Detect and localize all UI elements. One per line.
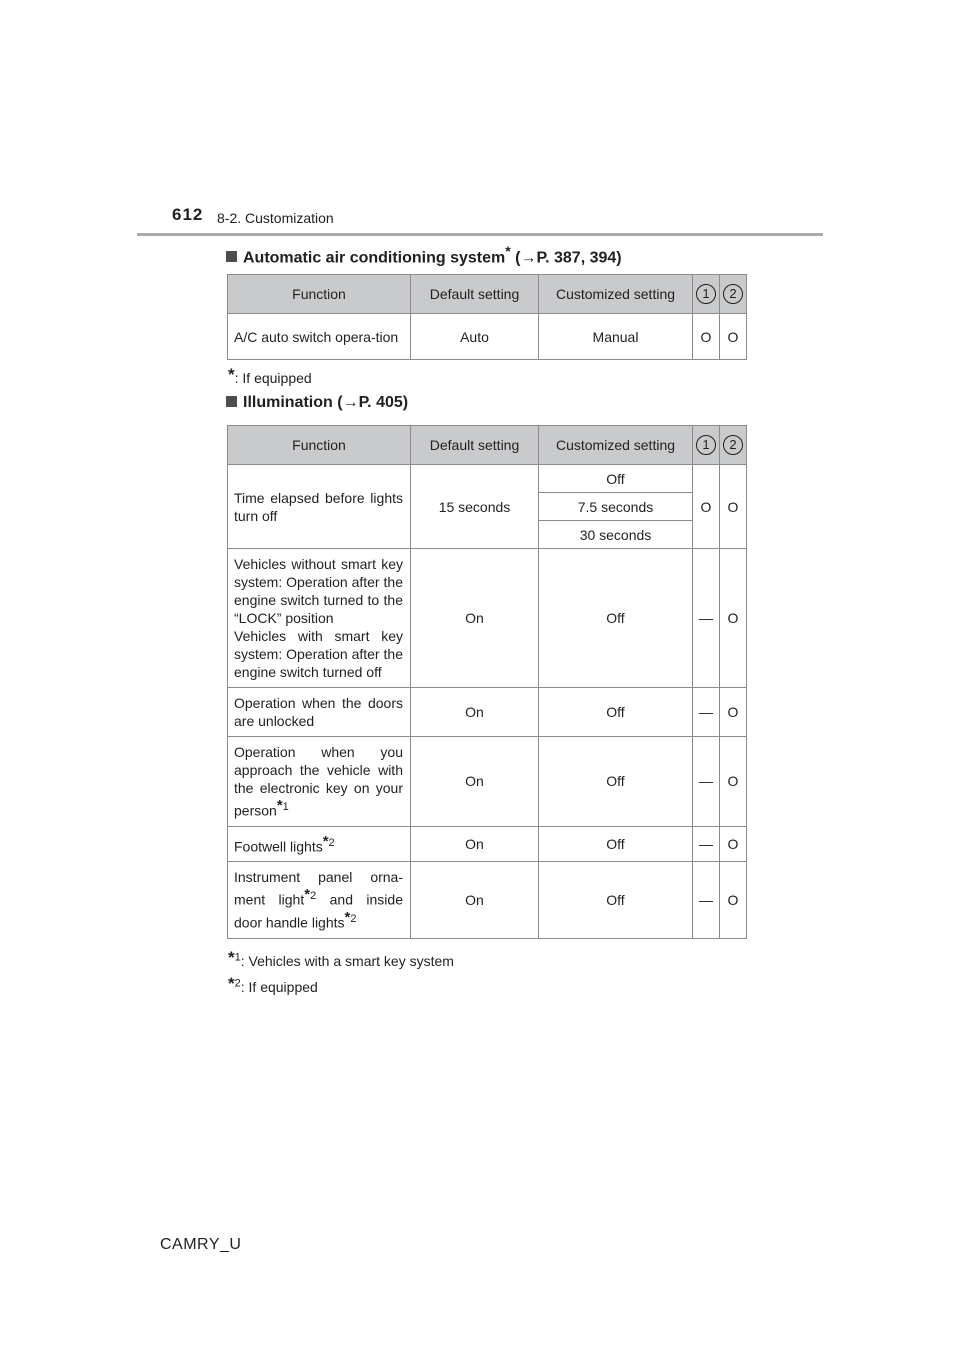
- function-cell: A/C auto switch opera-tion: [228, 314, 411, 360]
- column-header-customized: Customized setting: [539, 275, 693, 314]
- section-label: 8-2. Customization: [217, 210, 334, 226]
- table-row: [228, 688, 747, 737]
- footnote-marker: *: [304, 886, 311, 904]
- table-row: [228, 549, 747, 688]
- column-header-function: Function: [228, 275, 411, 314]
- footnote-text: : If equipped: [240, 979, 318, 995]
- method-1-cell: —: [693, 826, 720, 862]
- method-1-cell: —: [693, 549, 720, 688]
- function-text-smart-key: Vehicles with smart key system: Operation after the engine switch turned off: [234, 628, 403, 680]
- illum-footnote-1: [228, 948, 454, 969]
- default-cell: On: [411, 688, 539, 737]
- circled-number-2-icon: 2: [723, 435, 743, 455]
- function-cell: [228, 862, 411, 938]
- bullet-square-icon: [226, 396, 237, 407]
- ac-title: Automatic air conditioning system: [243, 249, 506, 267]
- footnote-number: 1: [234, 951, 241, 964]
- function-cell: [228, 737, 411, 827]
- function-text-no-smart-key: Vehicles without smart key system: Operation after the engine switch turned to the “LOCK” position: [234, 556, 403, 626]
- footnote-marker: *: [228, 948, 235, 967]
- ac-title-marker: *: [505, 243, 511, 259]
- column-header-default: Default setting: [411, 426, 539, 465]
- custom-cell: Off: [539, 862, 693, 938]
- circled-number-1-icon: 1: [696, 284, 716, 304]
- method-2-cell: O: [720, 549, 747, 688]
- column-header-default: Default setting: [411, 275, 539, 314]
- illum-section-heading: Illumination (→P. 405): [226, 394, 408, 412]
- method-2-cell: O: [720, 862, 747, 938]
- method-2-cell: O: [720, 826, 747, 862]
- function-cell: Time elapsed before lights turn off: [228, 465, 411, 549]
- ac-settings-table: [227, 274, 747, 360]
- method-2-cell: O: [720, 737, 747, 827]
- illum-page-reference[interactable]: P. 405: [358, 394, 403, 411]
- illum-title: Illumination: [243, 394, 333, 411]
- function-text: Footwell lights: [234, 838, 323, 855]
- custom-cell: Off: [539, 826, 693, 862]
- method-1-cell: —: [693, 862, 720, 938]
- footnote-marker: *: [344, 908, 351, 926]
- footnote-number: 2: [310, 890, 317, 903]
- custom-cell: Off: [539, 688, 693, 737]
- bullet-square-icon: [226, 251, 237, 262]
- table-row: [228, 862, 747, 938]
- default-cell: Auto: [411, 314, 539, 360]
- circled-number-2-icon: 2: [723, 284, 743, 304]
- footnote-number: 1: [282, 801, 289, 813]
- custom-cell: Off: [539, 737, 693, 827]
- ac-page-reference[interactable]: P. 387, 394: [536, 249, 617, 267]
- function-cell: [228, 549, 411, 688]
- function-text: Instrument panel orna-ment light: [234, 869, 403, 908]
- ac-section-heading: Automatic air conditioning system* (→P. 387, 394): [226, 243, 622, 267]
- default-cell: On: [411, 862, 539, 938]
- custom-cell: Manual: [539, 314, 693, 360]
- column-header-method-2: [720, 275, 747, 314]
- function-cell: [228, 826, 411, 862]
- model-code-footer: CAMRY_U: [160, 1236, 242, 1253]
- method-1-cell: —: [693, 737, 720, 827]
- custom-option-cell: Off: [539, 465, 693, 493]
- footnote-marker: *: [322, 832, 329, 850]
- illum-footnote-2: [228, 974, 318, 995]
- footnote-number: 2: [328, 836, 335, 849]
- footnote-number: 2: [350, 912, 357, 925]
- column-header-method-1: [693, 275, 720, 314]
- circled-number-1-icon: 1: [696, 435, 716, 455]
- function-cell: Operation when the doors are unlocked: [228, 688, 411, 737]
- table-row: [228, 737, 747, 827]
- function-text: Operation when you approach the vehicle with the electronic key on your person: [234, 744, 403, 819]
- footnote-marker: *: [228, 365, 235, 384]
- footnote-text: : Vehicles with a smart key system: [240, 953, 454, 969]
- illumination-settings-table: [227, 425, 747, 939]
- column-header-customized: Customized setting: [539, 426, 693, 465]
- header-rule: [137, 233, 823, 236]
- column-header-method-1: [693, 426, 720, 465]
- method-1-cell: —: [693, 688, 720, 737]
- default-cell: On: [411, 549, 539, 688]
- method-2-cell: O: [720, 688, 747, 737]
- method-2-cell: O: [720, 465, 747, 549]
- footnote-marker: *: [276, 797, 283, 814]
- table-header-row: [228, 426, 747, 465]
- footnote-marker: *: [228, 974, 235, 993]
- method-1-cell: O: [693, 465, 720, 549]
- default-cell: On: [411, 737, 539, 827]
- custom-option-cell: 30 seconds: [539, 521, 693, 549]
- table-row: [228, 465, 747, 493]
- custom-cell: Off: [539, 549, 693, 688]
- method-2-cell: O: [720, 314, 747, 360]
- ac-footnote: [228, 365, 312, 386]
- footnote-text: : If equipped: [234, 370, 312, 386]
- page-number: 612: [172, 205, 204, 224]
- table-row: [228, 826, 747, 862]
- table-row: [228, 314, 747, 360]
- table-header-row: [228, 275, 747, 314]
- default-cell: On: [411, 826, 539, 862]
- function-text-continued: and inside door handle lights: [234, 891, 403, 931]
- arrow-right-icon: →: [342, 394, 359, 411]
- column-header-function: Function: [228, 426, 411, 465]
- column-header-method-2: [720, 426, 747, 465]
- default-cell: 15 seconds: [411, 465, 539, 549]
- custom-option-cell: 7.5 seconds: [539, 493, 693, 521]
- method-1-cell: O: [693, 314, 720, 360]
- footnote-number: 2: [234, 977, 241, 990]
- arrow-right-icon: →: [520, 249, 537, 267]
